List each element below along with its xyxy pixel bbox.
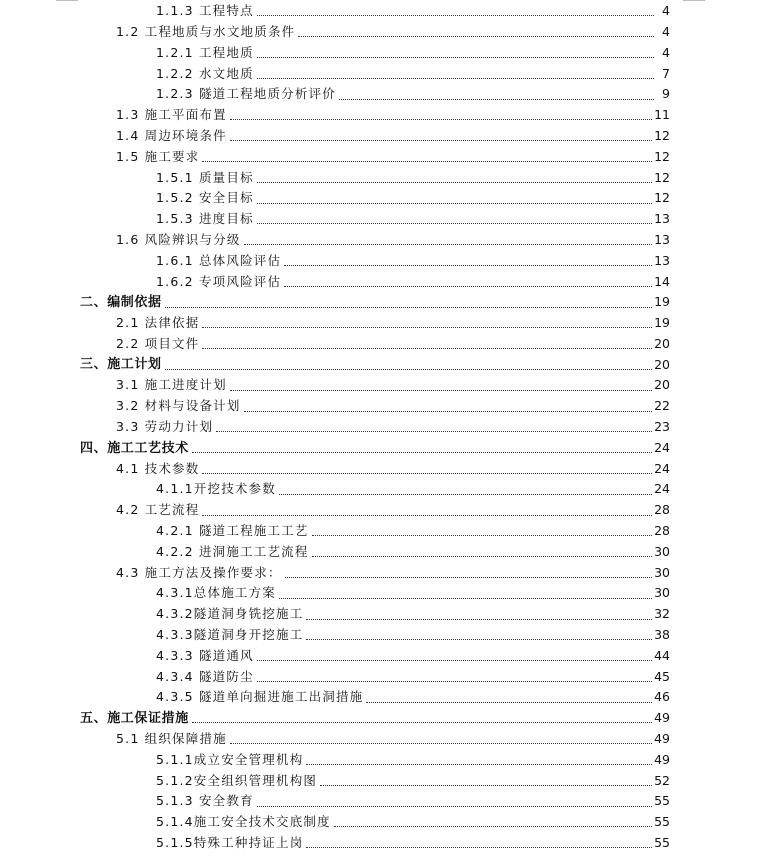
toc-entry[interactable] [0, 334, 766, 355]
toc-dot-leader [257, 56, 654, 58]
toc-entry-title: 1.5.1 质量目标 [156, 172, 257, 185]
toc-entry[interactable] [0, 604, 766, 625]
toc-entry-title: 1.6.2 专项风险评估 [156, 276, 284, 289]
toc-entry-title: 4.2 工艺流程 [116, 504, 202, 517]
toc-entry[interactable] [0, 521, 766, 542]
toc-dot-leader [257, 202, 652, 204]
toc-entry-page-number: 44 [654, 647, 670, 663]
toc-entry-page-number: 30 [654, 543, 670, 559]
toc-entry[interactable] [0, 791, 766, 812]
toc-dot-leader [257, 659, 652, 661]
toc-entry-title: 4.3 施工方法及操作要求： [116, 567, 285, 580]
toc-dot-leader [244, 243, 653, 245]
toc-dot-leader [202, 514, 652, 516]
toc-entry-page-number: 32 [654, 606, 670, 622]
toc-entry-page-number: 49 [654, 751, 670, 767]
toc-entry-title: 1.2 工程地质与水文地质条件 [116, 26, 298, 39]
toc-dot-leader [192, 451, 652, 453]
toc-entry-title: 4.3.4 隧道防尘 [156, 671, 257, 684]
toc-entry-page-number: 4 [662, 44, 670, 60]
toc-entry-title: 4.1.1开挖技术参数 [156, 483, 279, 496]
toc-entry-title: 2.1 法律依据 [116, 317, 202, 330]
toc-entry[interactable] [0, 1, 766, 22]
toc-entry-page-number: 12 [654, 148, 670, 164]
toc-entry-title: 3.1 施工进度计划 [116, 379, 230, 392]
toc-dot-leader [298, 35, 654, 37]
toc-entry-page-number: 19 [654, 315, 670, 331]
toc-entry-page-number: 22 [654, 398, 670, 414]
toc-dot-leader [306, 763, 652, 765]
toc-dot-leader [257, 181, 652, 183]
toc-entry-title: 1.3 施工平面布置 [116, 109, 230, 122]
toc-entry-page-number: 19 [654, 294, 670, 310]
toc-entry-title: 5.1.2安全组织管理机构图 [156, 775, 320, 788]
toc-dot-leader [320, 784, 652, 786]
toc-entry-title: 三、施工计划 [80, 358, 165, 371]
toc-entry-page-number: 55 [654, 814, 670, 830]
toc-entry-title: 1.5.2 安全目标 [156, 192, 257, 205]
toc-dot-leader [230, 118, 652, 120]
toc-entry-title: 1.2.3 隧道工程地质分析评价 [156, 88, 339, 101]
toc-dot-leader [257, 77, 654, 79]
toc-entry[interactable] [0, 417, 766, 438]
toc-entry-title: 5.1 组织保障措施 [116, 733, 230, 746]
toc-entry-title: 4.3.1总体施工方案 [156, 587, 279, 600]
toc-dot-leader [257, 805, 652, 807]
toc-dot-leader [279, 597, 652, 599]
toc-entry-page-number: 28 [654, 523, 670, 539]
toc-entry[interactable] [0, 729, 766, 750]
toc-entry-title: 1.2.1 工程地质 [156, 47, 257, 60]
toc-dot-leader [257, 222, 652, 224]
toc-entry-title: 4.2.1 隧道工程施工工艺 [156, 525, 312, 538]
toc-entry-page-number: 38 [654, 627, 670, 643]
toc-entry[interactable] [0, 459, 766, 480]
toc-entry-title: 4.3.2隧道洞身铣挖施工 [156, 608, 306, 621]
toc-dot-leader [230, 742, 652, 744]
toc-dot-leader [165, 306, 652, 308]
toc-entry-page-number: 12 [654, 190, 670, 206]
toc-entry-page-number: 49 [654, 710, 670, 726]
toc-entry-title: 4.2.2 进洞施工工艺流程 [156, 546, 312, 559]
toc-entry-title: 2.2 项目文件 [116, 338, 202, 351]
toc-entry[interactable] [0, 375, 766, 396]
toc-entry[interactable] [0, 147, 766, 168]
toc-entry-page-number: 24 [654, 460, 670, 476]
toc-entry-page-number: 49 [654, 731, 670, 747]
toc-entry-page-number: 52 [654, 772, 670, 788]
toc-dot-leader [284, 285, 652, 287]
toc-entry[interactable] [0, 271, 766, 292]
toc-entry[interactable] [0, 84, 766, 105]
toc-entry-page-number: 13 [654, 211, 670, 227]
toc-dot-leader [285, 576, 652, 578]
toc-entry-page-number: 20 [654, 377, 670, 393]
toc-entry[interactable] [0, 438, 766, 459]
toc-entry[interactable] [0, 708, 766, 729]
toc-dot-leader [306, 618, 652, 620]
toc-entry[interactable] [0, 167, 766, 188]
toc-entry[interactable] [0, 396, 766, 417]
toc-entry[interactable] [0, 479, 766, 500]
toc-dot-leader [202, 160, 652, 162]
toc-entry[interactable] [0, 687, 766, 708]
toc-entry[interactable] [0, 22, 766, 43]
toc-entry-title: 五、施工保证措施 [80, 712, 192, 725]
toc-entry-page-number: 55 [654, 793, 670, 809]
toc-dot-leader [165, 368, 652, 370]
toc-entry-title: 4.3.5 隧道单向掘进施工出洞措施 [156, 691, 366, 704]
toc-entry[interactable] [0, 105, 766, 126]
toc-dot-leader [306, 846, 652, 848]
toc-entry[interactable] [0, 542, 766, 563]
toc-entry[interactable] [0, 646, 766, 667]
toc-dot-leader [339, 98, 654, 100]
toc-entry[interactable] [0, 355, 766, 376]
toc-entry[interactable] [0, 625, 766, 646]
toc-dot-leader [284, 264, 652, 266]
toc-entry-page-number: 13 [654, 231, 670, 247]
toc-entry[interactable] [0, 209, 766, 230]
toc-entry-page-number: 13 [654, 252, 670, 268]
toc-entry-title: 1.6.1 总体风险评估 [156, 255, 284, 268]
table-of-contents [0, 1, 766, 854]
toc-entry-title: 5.1.1成立安全管理机构 [156, 754, 306, 767]
toc-entry-page-number: 28 [654, 502, 670, 518]
toc-entry-title: 5.1.3 安全教育 [156, 795, 257, 808]
toc-entry[interactable] [0, 750, 766, 771]
toc-entry-page-number: 20 [654, 356, 670, 372]
toc-entry[interactable] [0, 667, 766, 688]
toc-dot-leader [244, 410, 653, 412]
toc-entry-title: 四、施工工艺技术 [80, 442, 192, 455]
toc-dot-leader [312, 534, 653, 536]
toc-entry-title: 5.1.5特殊工种持证上岗 [156, 837, 306, 850]
toc-entry-page-number: 4 [662, 23, 670, 39]
toc-dot-leader [202, 326, 652, 328]
toc-entry[interactable] [0, 292, 766, 313]
toc-entry[interactable] [0, 833, 766, 854]
toc-entry-title: 5.1.4施工安全技术交底制度 [156, 816, 334, 829]
toc-entry-page-number: 55 [654, 835, 670, 851]
toc-dot-leader [202, 347, 652, 349]
toc-entry[interactable] [0, 43, 766, 64]
toc-entry-page-number: 9 [662, 86, 670, 102]
toc-dot-leader [334, 825, 652, 827]
toc-dot-leader [230, 389, 652, 391]
toc-entry[interactable] [0, 583, 766, 604]
toc-entry-title: 二、编制依据 [80, 296, 165, 309]
toc-entry-title: 1.1.3 工程特点 [156, 5, 257, 18]
toc-entry-title: 4.3.3 隧道通风 [156, 650, 257, 663]
toc-dot-leader [192, 721, 652, 723]
toc-dot-leader [279, 493, 652, 495]
toc-entry[interactable] [0, 563, 766, 584]
toc-entry-title: 1.6 风险辨识与分级 [116, 234, 244, 247]
toc-entry[interactable] [0, 500, 766, 521]
toc-dot-leader [216, 430, 652, 432]
toc-entry-page-number: 4 [662, 3, 670, 19]
toc-entry-page-number: 24 [654, 439, 670, 455]
toc-entry-title: 4.1 技术参数 [116, 463, 202, 476]
toc-entry-page-number: 46 [654, 689, 670, 705]
toc-entry[interactable] [0, 230, 766, 251]
toc-entry-page-number: 30 [654, 585, 670, 601]
toc-entry-title: 3.2 材料与设备计划 [116, 400, 244, 413]
toc-entry-page-number: 12 [654, 127, 670, 143]
toc-dot-leader [257, 14, 654, 16]
toc-entry-page-number: 23 [654, 419, 670, 435]
toc-entry[interactable] [0, 770, 766, 791]
toc-entry[interactable] [0, 812, 766, 833]
toc-entry-page-number: 11 [654, 107, 670, 123]
toc-dot-leader [257, 680, 652, 682]
toc-entry-page-number: 12 [654, 169, 670, 185]
toc-entry-title: 1.2.2 水文地质 [156, 68, 257, 81]
toc-entry-title: 4.3.3隧道洞身开挖施工 [156, 629, 306, 642]
toc-entry-page-number: 45 [654, 668, 670, 684]
toc-entry-page-number: 24 [654, 481, 670, 497]
toc-dot-leader [230, 139, 652, 141]
toc-entry-page-number: 7 [662, 65, 670, 81]
toc-entry[interactable] [0, 126, 766, 147]
toc-entry-title: 1.5 施工要求 [116, 151, 202, 164]
toc-dot-leader [306, 638, 652, 640]
toc-dot-leader [312, 555, 653, 557]
toc-entry[interactable] [0, 188, 766, 209]
toc-entry-page-number: 14 [654, 273, 670, 289]
toc-entry-title: 3.3 劳动力计划 [116, 421, 216, 434]
toc-entry[interactable] [0, 251, 766, 272]
toc-entry-page-number: 30 [654, 564, 670, 580]
toc-entry-title: 1.5.3 进度目标 [156, 213, 257, 226]
toc-entry[interactable] [0, 313, 766, 334]
toc-entry-page-number: 20 [654, 335, 670, 351]
toc-dot-leader [366, 701, 652, 703]
toc-dot-leader [202, 472, 652, 474]
toc-entry-title: 1.4 周边环境条件 [116, 130, 230, 143]
toc-entry[interactable] [0, 63, 766, 84]
